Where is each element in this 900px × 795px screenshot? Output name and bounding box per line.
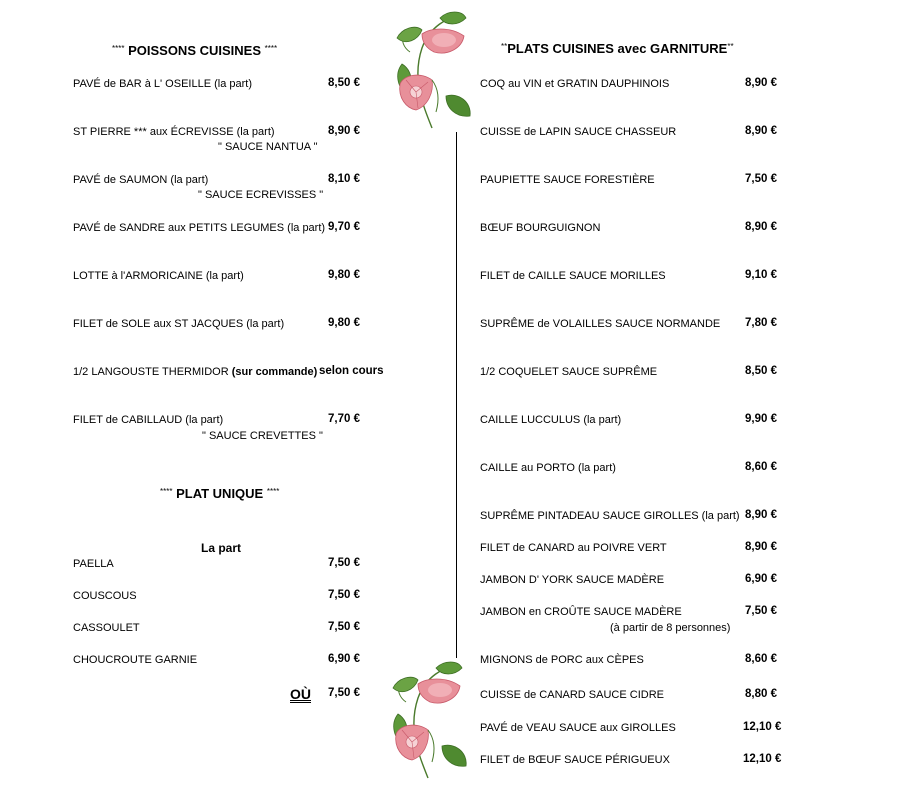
unique-heading: **** PLAT UNIQUE ****: [160, 486, 280, 501]
dish-item-price: 6,90 €: [745, 573, 777, 585]
ou-label: OÙ: [290, 686, 311, 702]
fish-item-name: ST PIERRE *** aux ÉCREVISSE (la part): [73, 126, 275, 138]
dish-item-name: SUPRÊME de VOLAILLES SAUCE NORMANDE: [480, 318, 721, 330]
unique-item-name: COUSCOUS: [73, 590, 137, 602]
dish-item-price: 7,50 €: [745, 173, 777, 185]
fish-item-price: 9,80 €: [328, 317, 360, 329]
fish-item-note: " SAUCE ECREVISSES ": [198, 189, 324, 201]
dish-item-name: CAILLE LUCCULUS (la part): [480, 414, 622, 426]
dish-item-price: 8,60 €: [745, 461, 777, 473]
ou-price: 7,50 €: [328, 687, 360, 699]
fish-item-price: selon cours: [319, 365, 384, 377]
dish-item-price: 8,50 €: [745, 365, 777, 377]
dish-item-name: CUISSE de CANARD SAUCE CIDRE: [480, 689, 664, 701]
fish-item-price: 8,10 €: [328, 173, 360, 185]
morning-glory-flower-icon-bottom: [388, 658, 470, 782]
dishes-heading: **PLATS CUISINES avec GARNITURE**: [501, 41, 734, 56]
fish-item-name: FILET de SOLE aux ST JACQUES (la part): [73, 318, 285, 330]
dish-item-price: 8,90 €: [745, 509, 777, 521]
fish-item-name: FILET de CABILLAUD (la part): [73, 414, 224, 426]
unique-subheading: La part: [201, 541, 242, 555]
dish-item-name: PAUPIETTE SAUCE FORESTIÈRE: [480, 174, 655, 186]
dish-item-price: 12,10 €: [743, 721, 782, 733]
fish-item-note: " SAUCE NANTUA ": [218, 141, 318, 153]
morning-glory-flower-icon-top: [392, 8, 474, 132]
dish-item-name: COQ au VIN et GRATIN DAUPHINOIS: [480, 78, 670, 90]
dish-item-name: PAVÉ de VEAU SAUCE aux GIROLLES: [480, 722, 676, 734]
dish-item-note: (à partir de 8 personnes): [610, 622, 731, 634]
dish-item-name: FILET de CAILLE SAUCE MORILLES: [480, 270, 666, 282]
fish-item-price: 7,70 €: [328, 413, 360, 425]
dish-item-name: BŒUF BOURGUIGNON: [480, 222, 601, 234]
unique-item-price: 6,90 €: [328, 653, 360, 665]
fish-item-price: 8,50 €: [328, 77, 360, 89]
dish-item-name: FILET de BŒUF SAUCE PÉRIGUEUX: [480, 754, 670, 766]
fish-item-name: PAVÉ de SAUMON (la part): [73, 174, 209, 186]
unique-item-name: PAELLA: [73, 558, 114, 570]
fish-item-price: 9,80 €: [328, 269, 360, 281]
dish-item-price: 8,80 €: [745, 688, 777, 700]
dish-item-price: 9,10 €: [745, 269, 777, 281]
fish-item-name: PAVÉ de BAR à L' OSEILLE (la part): [73, 78, 252, 90]
dish-item-name: 1/2 COQUELET SAUCE SUPRÊME: [480, 366, 658, 378]
dish-item-price: 8,90 €: [745, 221, 777, 233]
fish-item-price: 8,90 €: [328, 125, 360, 137]
unique-item-price: 7,50 €: [328, 589, 360, 601]
dish-item-name: SUPRÊME PINTADEAU SAUCE GIROLLES (la part): [480, 510, 740, 522]
fish-heading: **** POISSONS CUISINES ****: [112, 43, 278, 58]
fish-item-note: " SAUCE CREVETTES ": [202, 430, 323, 442]
dish-item-price: 8,90 €: [745, 77, 777, 89]
dish-item-name: FILET de CANARD au POIVRE VERT: [480, 542, 667, 554]
dish-item-price: 8,60 €: [745, 653, 777, 665]
dish-item-price: 9,90 €: [745, 413, 777, 425]
unique-item-name: CASSOULET: [73, 622, 140, 634]
fish-item-name: 1/2 LANGOUSTE THERMIDOR (sur commande): [73, 366, 318, 378]
fish-item-price: 9,70 €: [328, 221, 360, 233]
fish-item-name: PAVÉ de SANDRE aux PETITS LEGUMES (la part): [73, 222, 326, 234]
dish-item-name: CAILLE au PORTO (la part): [480, 462, 616, 474]
dish-item-price: 8,90 €: [745, 125, 777, 137]
dish-item-name: JAMBON D' YORK SAUCE MADÈRE: [480, 574, 665, 586]
dish-item-price: 7,50 €: [745, 605, 777, 617]
dish-item-price: 7,80 €: [745, 317, 777, 329]
unique-item-price: 7,50 €: [328, 621, 360, 633]
dish-item-price: 8,90 €: [745, 541, 777, 553]
dish-item-name: JAMBON en CROÛTE SAUCE MADÈRE: [480, 606, 682, 618]
dish-item-name: CUISSE de LAPIN SAUCE CHASSEUR: [480, 126, 677, 138]
unique-item-price: 7,50 €: [328, 557, 360, 569]
column-divider: [456, 132, 457, 658]
unique-item-name: CHOUCROUTE GARNIE: [73, 654, 198, 666]
fish-item-name: LOTTE à l'ARMORICAINE (la part): [73, 270, 244, 282]
dish-item-price: 12,10 €: [743, 753, 782, 765]
dish-item-name: MIGNONS de PORC aux CÈPES: [480, 654, 644, 666]
